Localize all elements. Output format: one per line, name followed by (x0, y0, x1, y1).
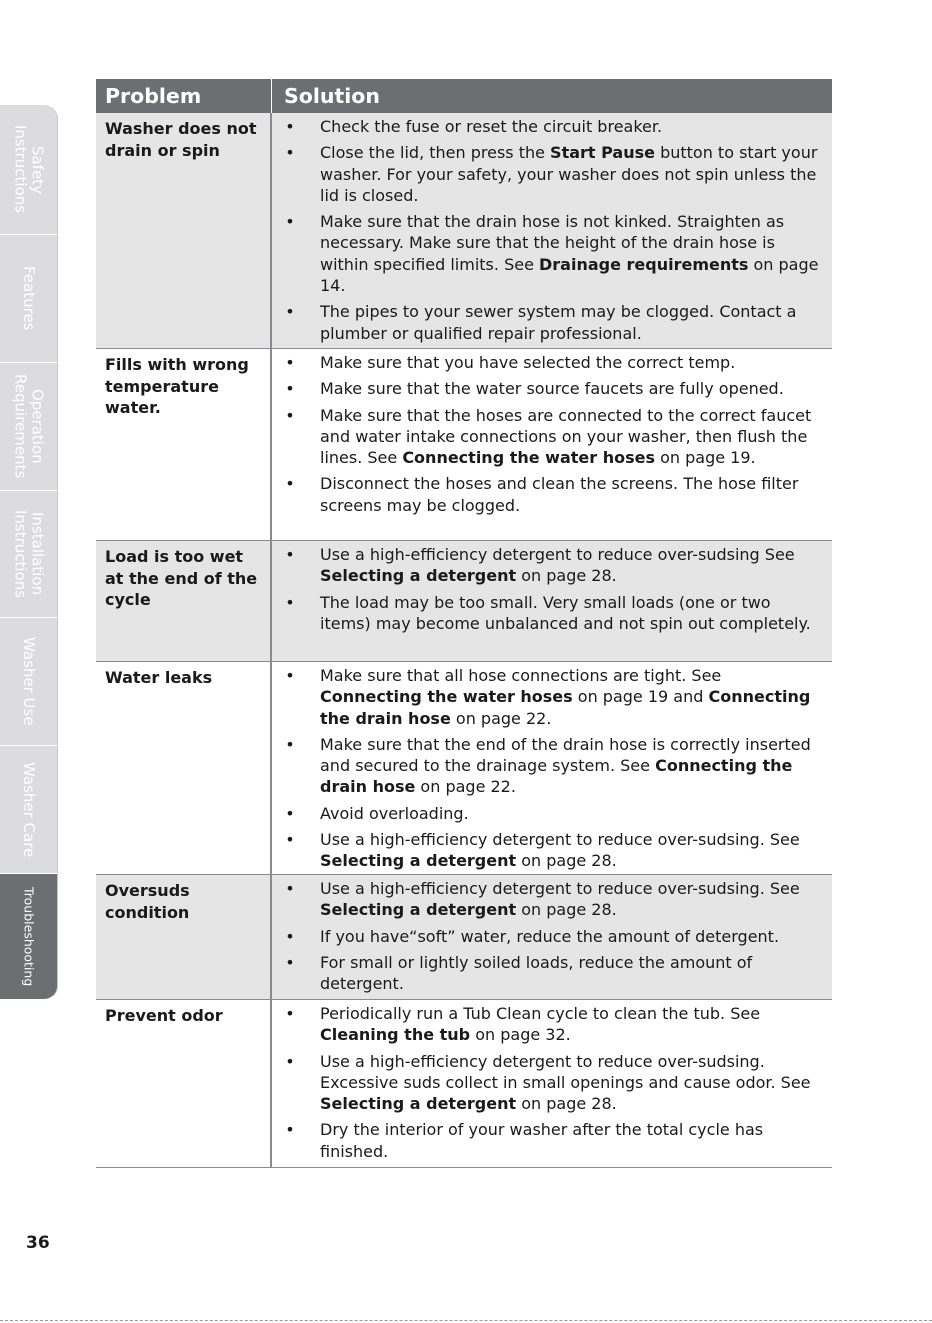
solution-text: Periodically run a Tub Clean cycle to clean the tub. See (320, 1004, 761, 1023)
bullet-dot-icon: • (285, 734, 295, 754)
bullet-dot-icon: • (285, 353, 295, 372)
solution-bullet (272, 116, 826, 137)
bullet-dot-icon: • (285, 1120, 295, 1140)
table-header (96, 79, 832, 113)
solution-text: Make sure that the hoses are connected to the correct faucet and water intake connections on your washer, then flush the lines. See (320, 405, 812, 468)
bullet-dot-icon: • (285, 1051, 295, 1071)
bullet-dot-icon: • (285, 592, 295, 612)
solution-text: Use a high-efficiency detergent to reduce over-sudsing. See (320, 830, 800, 850)
solution-text: If you have“soft” water, reduce the amount of detergent. (320, 926, 780, 946)
bullet-dot-icon: • (285, 212, 295, 232)
header-solution: Solution (284, 84, 380, 108)
solution-bullet (272, 734, 826, 798)
section-tab-label: Operation Requirements (11, 374, 47, 479)
section-tab-label: Features (20, 266, 38, 331)
solution-text: Avoid overloading. (320, 803, 469, 823)
solution-text: on page 28. (516, 851, 617, 871)
problem-cell: Washer does not drain or spin (96, 113, 272, 348)
solution-bullet (272, 952, 826, 995)
solution-text: The load may be too small. Very small loads (one or two items) may become unbalanced and not spin out completely. (320, 592, 811, 633)
solution-text: Close the lid, then press the (320, 143, 551, 163)
section-tab-washer-care[interactable] (0, 746, 58, 874)
solution-text: button to start your washer. For your safety, your washer does not spin unless the lid is closed. (320, 143, 818, 205)
solution-cell (272, 113, 832, 348)
solution-bullet (272, 142, 826, 206)
solution-cell (272, 662, 832, 874)
section-tab-installation-instructions[interactable] (0, 491, 58, 618)
bullet-dot-icon: • (285, 143, 295, 163)
bullet-dot-icon: • (285, 666, 295, 685)
solution-text: Make sure that the end of the drain hose is correctly inserted and secured to the drainage system. See (320, 734, 811, 776)
solution-text: Make sure that you have selected the correct temp. (320, 353, 736, 372)
solution-text: Use a high-efficiency detergent to reduce over-sudsing. See (320, 879, 800, 898)
table-row (96, 349, 832, 541)
solution-bullet (272, 352, 826, 373)
bullet-dot-icon: • (285, 1004, 295, 1023)
solution-text: on page 32. (470, 1025, 571, 1045)
cross-reference: Connecting the water hoses (320, 687, 573, 707)
solution-bullet (272, 405, 826, 469)
solution-text: The pipes to your sewer system may be clogged. Contact a plumber or qualified repair professional. (320, 302, 797, 343)
solution-cell (272, 541, 832, 661)
solution-bullet (272, 665, 826, 729)
section-tab-label: Installation Instructions (11, 509, 47, 599)
solution-text: Dry the interior of your washer after the total cycle has finished. (320, 1120, 764, 1161)
table-row (96, 1000, 832, 1168)
page-number: 36 (26, 1233, 50, 1253)
cross-reference: Selecting a detergent (320, 1094, 517, 1114)
cross-reference: Connecting the drain hose (320, 756, 793, 797)
section-tab-label: Troubleshooting (21, 886, 37, 987)
solution-text: Use a high-efficiency detergent to reduce over-sudsing. Excessive suds collect in small openings and cause odor. See (320, 1051, 811, 1092)
solution-bullet (272, 1119, 826, 1162)
bottom-divider (0, 1320, 932, 1321)
troubleshooting-table (96, 79, 832, 1168)
solution-bullet (272, 1003, 826, 1046)
solution-cell (272, 875, 832, 999)
bullet-dot-icon: • (285, 952, 295, 972)
cross-reference: Drainage requirements (539, 254, 749, 274)
solution-bullet (272, 926, 826, 947)
solution-bullet (272, 211, 826, 296)
section-tab-operation-requirements[interactable] (0, 363, 58, 491)
solution-text: on page 28. (516, 566, 617, 586)
section-tab-safety-instructions[interactable] (0, 105, 58, 235)
bullet-dot-icon: • (285, 830, 295, 850)
cross-reference: Connecting the drain hose (320, 687, 811, 728)
bullet-dot-icon: • (285, 545, 295, 564)
solution-bullet (272, 544, 826, 587)
solution-text: on page 19 and (572, 687, 709, 707)
table-row (96, 541, 832, 662)
solution-text: Make sure that the drain hose is not kinked. Straighten as necessary. Make sure that the height of the drain hose is within specified limits. See (320, 212, 785, 274)
section-tab-label: Washer Care (20, 761, 38, 858)
problem-cell: Water leaks (96, 662, 272, 874)
problem-cell: Load is too wet at the end of the cycle (96, 541, 272, 661)
problem-cell: Oversuds condition (96, 875, 272, 999)
table-body (96, 113, 832, 1168)
bullet-dot-icon: • (285, 405, 295, 425)
solution-text: For small or lightly soiled loads, reduce the amount of detergent. (320, 952, 753, 994)
solution-bullet (272, 301, 826, 344)
problem-cell: Fills with wrong temperature water. (96, 349, 272, 540)
table-row (96, 662, 832, 875)
bullet-dot-icon: • (285, 879, 295, 898)
table-row (96, 113, 832, 349)
solution-text: Use a high-efficiency detergent to reduce over-sudsing See (320, 545, 795, 564)
solution-text: on page 22. (415, 777, 516, 797)
solution-text: Make sure that the water source faucets are fully opened. (320, 379, 784, 399)
solution-text: on page 22. (450, 708, 552, 728)
bullet-dot-icon: • (285, 379, 295, 399)
cross-reference: Selecting a detergent (320, 900, 517, 920)
section-tab-features[interactable] (0, 235, 58, 363)
solution-cell (272, 349, 832, 540)
cross-reference: Selecting a detergent (320, 851, 517, 871)
solution-bullet (272, 878, 826, 921)
solution-bullet (272, 803, 826, 824)
problem-cell: Prevent odor (96, 1000, 272, 1167)
bullet-dot-icon: • (285, 474, 295, 494)
solution-text: on page 14. (320, 254, 819, 296)
section-tab-troubleshooting[interactable] (0, 874, 58, 1000)
bullet-dot-icon: • (285, 803, 295, 823)
bullet-dot-icon: • (285, 926, 295, 946)
bullet-dot-icon: • (285, 302, 295, 322)
solution-bullet (272, 378, 826, 399)
section-tab-label: Safety Instructions (11, 125, 47, 214)
solution-text: Make sure that all hose connections are tight. See (320, 666, 722, 685)
section-tab-label: Washer Use (20, 637, 38, 726)
solution-text: on page 28. (516, 1094, 617, 1114)
solution-text: on page 28. (516, 900, 617, 920)
bullet-dot-icon: • (285, 117, 295, 136)
solution-text: on page 19. (655, 448, 756, 468)
cross-reference: Connecting the water hoses (402, 448, 655, 468)
solution-bullet (272, 592, 826, 635)
solution-bullet (272, 1051, 826, 1115)
header-problem: Problem (96, 79, 272, 113)
solution-text: Disconnect the hoses and clean the screens. The hose filter screens may be clogged. (320, 474, 799, 515)
solution-text: Check the fuse or reset the circuit breaker. (320, 117, 663, 136)
solution-bullet (272, 473, 826, 516)
table-row (96, 875, 832, 1000)
cross-reference: Start Pause (550, 143, 655, 163)
solution-bullet (272, 829, 826, 872)
cross-reference: Selecting a detergent (320, 566, 517, 586)
cross-reference: Cleaning the tub (320, 1025, 471, 1045)
solution-cell (272, 1000, 832, 1167)
section-tab-washer-use[interactable] (0, 618, 58, 746)
